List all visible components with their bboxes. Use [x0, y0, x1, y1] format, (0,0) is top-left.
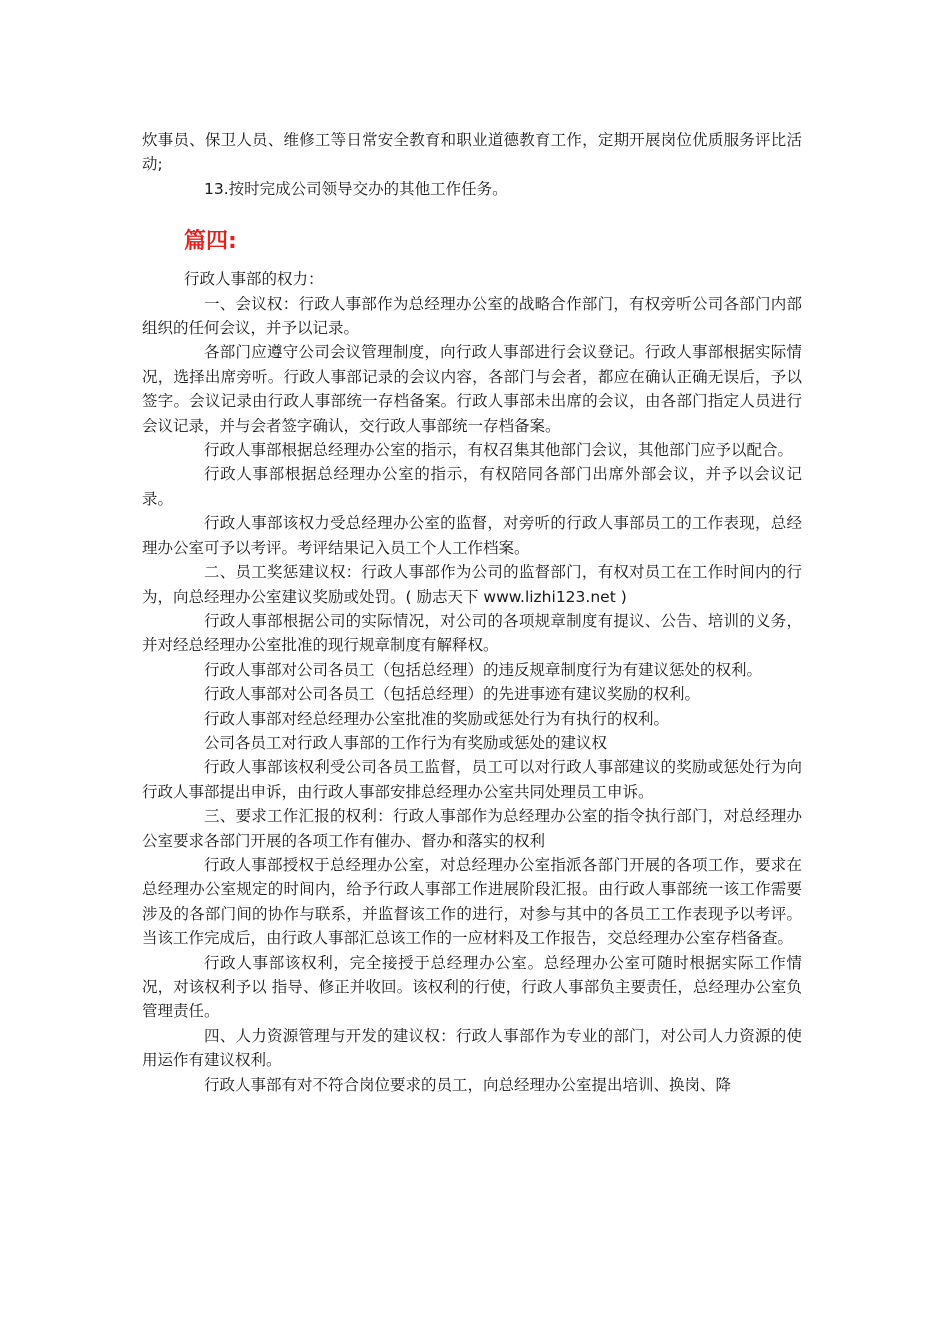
paragraph: 行政人事部该权利受公司各员工监督，员工可以对行政人事部建议的奖励或惩处行为向行政人事部提出申诉，由行政人事部安排总经理办公室共同处理员工申诉。: [142, 758, 802, 801]
paragraph: 行政人事部该权力受总经理办公室的监督，对旁听的行政人事部员工的工作表现，总经理办公室可予以考评。考评结果记入员工个人工作档案。: [142, 514, 802, 557]
paragraph: 各部门应遵守公司会议管理制度，向行政人事部进行会议登记。行政人事部根据实际情况，选择出席旁听。行政人事部记录的会议内容，各部门与会者，都应在确认正确无误后，予以签字。会议记录由行政人事部统一存档备案。行政人事部未出席的会议，由各部门指定人员进行会议记录，并与会者签字确认，交行政人事部统一存档备案。: [142, 343, 802, 435]
document-body: [142, 128, 802, 1097]
paragraph-item-13: 13.按时完成公司领导交办的其他工作任务。: [204, 179, 508, 198]
paragraph: 行政人事部根据总经理办公室的指示，有权陪同各部门出席外部会议，并予以会议记录。: [142, 465, 802, 508]
paragraph: 二、员工奖惩建议权：行政人事部作为公司的监督部门，有权对员工在工作时间内的行为，向总经理办公室建议奖励或处罚。( 励志天下 www.lizhi123.net ): [142, 563, 802, 606]
paragraph: 行政人事部对公司各员工（包括总经理）的先进事迹有建议奖励的权利。: [204, 685, 701, 704]
paragraph: 行政人事部根据总经理办公室的指示，有权召集其他部门会议，其他部门应予以配合。: [204, 441, 794, 460]
paragraph: 一、会议权：行政人事部作为总经理办公室的战略合作部门，有权旁听公司各部门内部组织的任何会议，并予以记录。: [142, 294, 802, 338]
paragraph: 公司各员工对行政人事部的工作行为有奖励或惩处的建议权: [204, 733, 608, 752]
paragraph: 行政人事部该权利，完全接授于总经理办公室。总经理办公室可随时根据实际工作情况，对该权利予以 指导、修正并收回。该权利的行使，行政人事部负主要责任，总经理办公室负管理责任。: [142, 953, 802, 1021]
paragraph: 行政人事部有对不符合岗位要求的员工，向总经理办公室提出培训、换岗、降: [204, 1075, 732, 1094]
section-heading: 篇四:: [184, 229, 237, 255]
paragraph: 行政人事部根据公司的实际情况，对公司的各项规章制度有提议、公告、培训的义务，并对经总经理办公室批准的现行规章制度有解释权。: [142, 611, 802, 655]
paragraph-continued: 炊事员、保卫人员、维修工等日常安全教育和职业道德教育工作，定期开展岗位优质服务评比活动;: [142, 131, 802, 174]
paragraph: 四、人力资源管理与开发的建议权：行政人事部作为专业的部门，对公司人力资源的使用运作有建议权利。: [142, 1026, 802, 1070]
paragraph: 行政人事部授权于总经理办公室，对总经理办公室指派各部门开展的各项工作，要求在总经理办公室规定的时间内，给予行政人事部工作进展阶段汇报。由行政人事部统一该工作需要涉及的各部门间的协作与联系，并监督该工作的进行，对参与其中的各员工工作表现予以考评。当该工作完成后，由行政人事部汇总该工作的一应材料及工作报告，交总经理办公室存档备查。: [142, 855, 802, 948]
paragraph: 行政人事部对经总经理办公室批准的奖励或惩处行为有执行的权利。: [204, 709, 670, 728]
paragraph: 行政人事部对公司各员工（包括总经理）的违反规章制度行为有建议惩处的权利。: [204, 660, 763, 679]
section-intro: 行政人事部的权力：: [184, 270, 324, 289]
paragraph: 三、要求工作汇报的权利：行政人事部作为总经理办公室的指令执行部门，对总经理办公室要求各部门开展的各项工作有催办、督办和落实的权利: [142, 807, 802, 850]
